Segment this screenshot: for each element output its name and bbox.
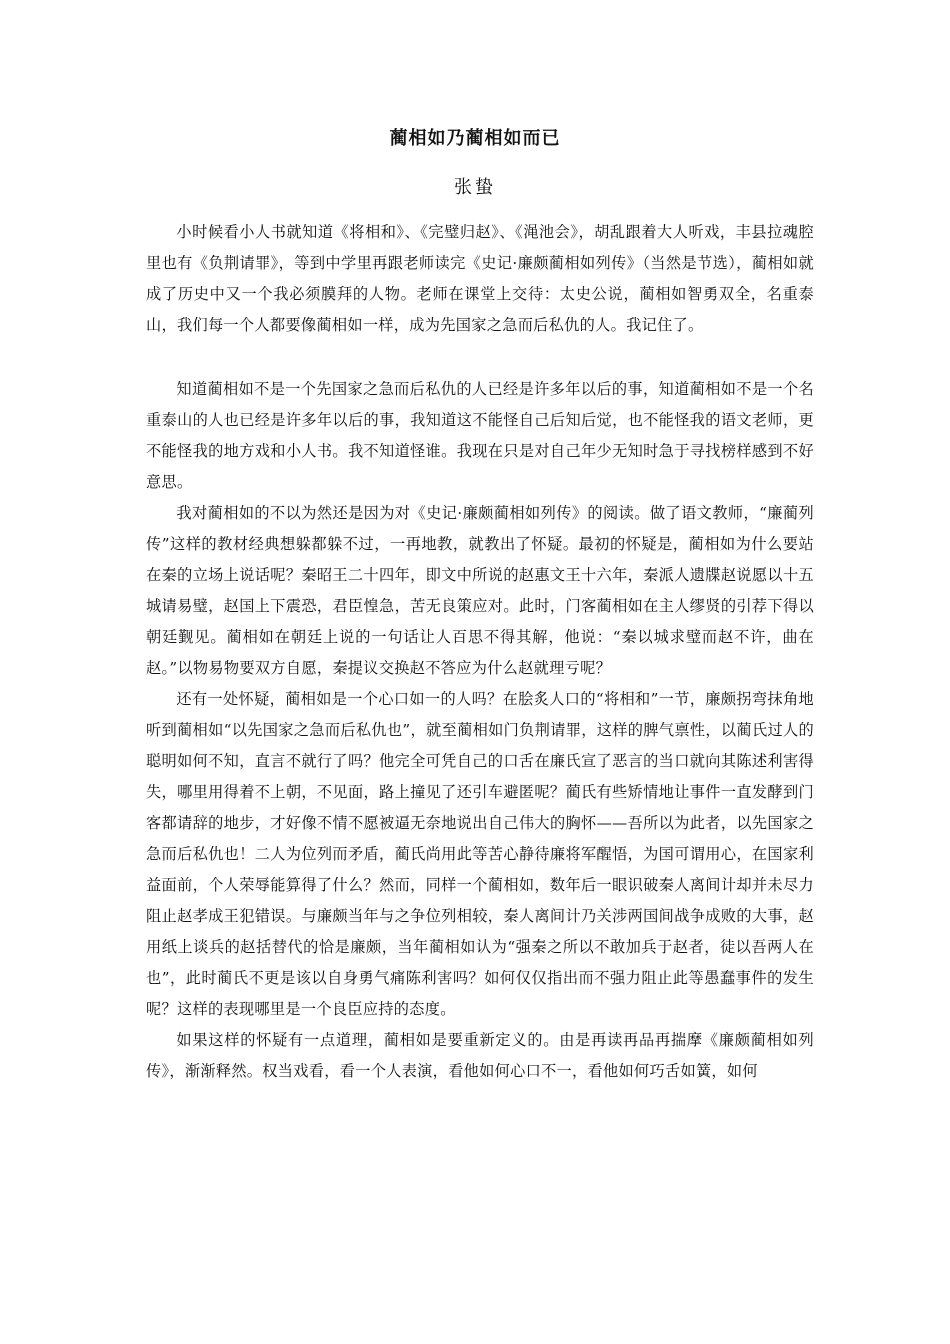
paragraph-4: 还有一处怀疑，蔺相如是一个心口如一的人吗？在脍炙人口的“将相和”一节，廉颇拐弯抹角地听到蔺相如“以先国家之急而后私仇也”，就至蔺相如门负荆请罪，这样的脾气禀性，以蔺氏过人的聪明如何不知，直言不就行了吗？他完全可凭自己的口舌在廉氏宣了恶言的当口就向其陈述利害得失，哪里用得着不上朝，不见面，路上撞见了还引车避匿呢？蔺氏有些矫情地让事件一直发酵到门客都请辞的地步，才好像不情不愿被逼无奈地说出自己伟大的胸怀——吾所以为此者，以先国家之急而后私仇也！二人为位列而矛盾，蔺氏尚用此等苦心静待廉将军醒悟，为国可谓用心，在国家利益面前，个人荣辱能算得了什么？然而，同样一个蔺相如，数年后一眼识破秦人离间计却并未尽力阻止赵孝成王犯错误。与廉颇当年与之争位列相较，秦人离间计乃关涉两国间战争成败的大事，赵用纸上谈兵的赵括替代的恰是廉颇，当年蔺相如认为“强秦之所以不敢加兵于赵者，徒以吾两人在也”，此时蔺氏不更是该以自身勇气痛陈利害吗？如何仅仅指出而不强力阻止此等愚蠢事件的发生呢？这样的表现哪里是一个良臣应持的态度。 bbox=[146, 690, 814, 1018]
article-body-main bbox=[146, 374, 814, 1087]
paragraph-1: 小时候看小人书就知道《将相和》、《完璧归赵》、《渑池会》，胡乱跟着大人听戏，丰县拉魂腔里也有《负荆请罪》，等到中学里再跟老师读完《史记·廉颇蔺相如列传》（当然是节选），蔺相如就成了历史中又一个我必须膜拜的人物。老师在课堂上交待：太史公说，蔺相如智勇双全，名重泰山，我们每一个人都要像蔺相如一样，成为先国家之急而后私仇的人。我记住了。 bbox=[146, 223, 814, 334]
article-author: 张蛰 bbox=[454, 177, 496, 198]
article-title: 蔺相如乃蔺相如而已 bbox=[389, 128, 561, 149]
paragraph-3: 我对蔺相如的不以为然还是因为对《史记·廉颇蔺相如列传》的阅读。做了语文教师，“廉蔺列传”这样的教材经典想躲都躲不过，一再地教，就教出了怀疑。最初的怀疑是，蔺相如为什么要站在秦的立场上说话呢？秦昭王二十四年，即文中所说的赵惠文王十六年，秦派人遗牒赵说愿以十五城请易璧，赵国上下震恐，君臣惶急，苦无良策应对。此时，门客蔺相如在主人缪贤的引荐下得以朝廷觐见。蔺相如在朝廷上说的一句话让人百思不得其解，他说：“秦以城求璧而赵不许，曲在赵。”以物易物要双方自愿，秦提议交换赵不答应为什么赵就理亏呢？ bbox=[146, 504, 814, 677]
paragraph-2: 知道蔺相如不是一个先国家之急而后私仇的人已经是许多年以后的事，知道蔺相如不是一个名重泰山的人也已经是许多年以后的事，我知道这不能怪自己后知后觉，也不能怪我的语文老师，更不能怪我的地方戏和小人书。我不知道怪谁。我现在只是对自己年少无知时急于寻找榜样感到不好意思。 bbox=[146, 380, 814, 491]
article-body-intro bbox=[146, 217, 814, 341]
paragraph-5: 如果这样的怀疑有一点道理，蔺相如是要重新定义的。由是再读再品再揣摩《廉颇蔺相如列传》，渐渐释然。权当戏看，看一个人表演，看他如何心口不一，看他如何巧舌如簧，如何 bbox=[146, 1031, 814, 1080]
